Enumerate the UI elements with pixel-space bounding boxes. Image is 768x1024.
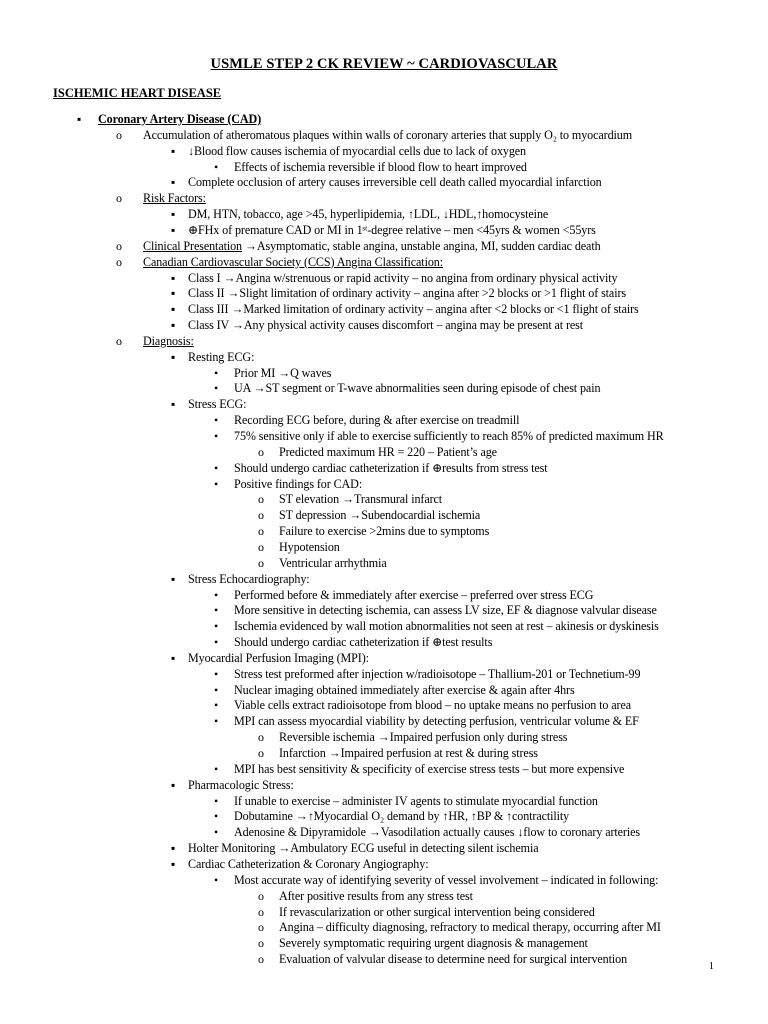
outline-item-text: ↓Blood flow causes ischemia of myocardial cells due to lack of oxygen [188,143,527,158]
outline-item-text: Resting ECG: [188,349,255,364]
bullet-marker: o [258,492,264,507]
outline-item [171,143,527,159]
bullet-marker: ▪ [171,286,176,301]
outline-item [214,603,657,618]
bullet-marker: ▪ [77,112,82,126]
bullet-marker: o [116,333,122,348]
outline-item [214,635,493,650]
outline-item-text: Predicted maximum HR = 220 – Patient’s age [279,444,497,459]
outline-item-text: Stress Echocardiography: [188,571,310,586]
bullet-marker: ▪ [171,397,176,412]
outline-item-text: MPI has best sensitivity & specificity of exercise stress tests – but more expensive [234,761,625,776]
outline-item-text: Failure to exercise >2mins due to symptoms [279,524,490,539]
bullet-marker: o [258,952,264,967]
outline-item [214,809,570,824]
outline-item-text: Pharmacologic Stress: [188,777,294,792]
outline-item-text: Ischemia evidenced by wall motion abnormalities not seen at rest – akinesis or dyskinesis [234,619,659,634]
bullet-marker: o [116,254,122,269]
bullet-marker: • [214,413,219,428]
bullet-marker: • [214,698,219,713]
outline-item-text: Adenosine & Dipyramidole →Vasodilation actually causes ↓flow to coronary arteries [234,825,640,840]
outline-item [214,619,659,634]
bullet-marker: o [258,508,264,523]
outline-item-text: MPI can assess myocardial viability by detecting perfusion, ventricular volume & EF [234,714,639,729]
outline-item-text: Effects of ischemia reversible if blood flow to heart improved [234,159,527,174]
outline-item [116,333,194,349]
outline-item-text: Class IV →Any physical activity causes discomfort – angina may be present at rest [188,318,584,333]
outline-item [171,318,584,333]
outline-item-text: After positive results from any stress test [279,888,473,903]
outline-item [171,222,596,238]
outline-item [258,888,473,904]
bullet-marker: • [214,381,219,396]
outline-item [171,286,626,301]
outline-item-text: 75% sensitive only if able to exercise sufficiently to reach 85% of predicted maximum HR [234,429,664,443]
outline-item [258,555,387,571]
bullet-marker: o [258,936,264,951]
outline-item [214,682,575,698]
outline-item-text: ⊕FHx of premature CAD or MI in 1ˢᵗ-degree relative – men <45yrs & women <55yrs [188,222,596,237]
bullet-marker: o [258,904,264,919]
outline-item-text: Should undergo cardiac catheterization if ⊕results from stress test [234,460,548,475]
outline-item [214,159,527,175]
bullet-marker: • [214,761,219,776]
bullet-marker: ▪ [171,650,176,665]
bullet-marker: ▪ [171,222,176,237]
bullet-marker: o [116,191,122,206]
outline-item-text: →Asymptomatic, stable angina, unstable angina, MI, sudden cardiac death [242,238,601,253]
bullet-marker: • [214,635,219,650]
outline-item [171,397,247,412]
outline-item-text: DM, HTN, tobacco, age >45, hyperlipidemia, ↑LDL, ↓HDL,↑homocysteine [188,207,549,222]
bullet-marker: ▪ [171,302,176,317]
bullet-marker: ▪ [171,571,176,586]
outline-item [258,508,481,523]
outline-item [258,936,588,951]
bullet-marker: • [214,365,219,380]
bullet-marker: o [116,238,122,253]
bullet-marker: • [214,793,219,808]
outline-item-text: Diagnosis: [143,333,194,348]
outline-item [258,920,661,935]
outline-item [258,746,538,761]
outline-item-text: Reversible ischemia →Impaired perfusion only during stress [279,730,568,745]
outline-item [77,112,262,127]
bullet-marker: o [258,524,264,539]
outline-item [258,904,595,920]
outline-item-text: Class III →Marked limitation of ordinary activity – angina after <2 blocks or <1 flight of stairs [188,302,639,317]
outline-item-text: Evaluation of valvular disease to determine need for surgical intervention [279,952,628,967]
bullet-marker: • [214,825,219,840]
outline-item [258,952,628,967]
outline-item-text: Positive findings for CAD: [234,476,363,491]
outline-item [258,539,340,555]
outline-item [258,444,497,460]
bullet-marker: • [214,603,219,618]
bullet-marker: o [116,127,122,142]
outline-item-text: Accumulation of atheromatous plaques within walls of coronary arteries that supply O₂ to myocardium [143,127,633,142]
outline-item [116,254,443,270]
bullet-marker: o [258,444,264,459]
bullet-marker: • [214,809,219,824]
outline-item-text: Hypotension [279,539,340,554]
outline-item-text: Class I →Angina w/strenuous or rapid activity – no angina from ordinary physical activity [188,270,618,285]
outline-item-text: Prior MI →Q waves [234,365,332,380]
outline-item-text: Severely symptomatic requiring urgent diagnosis & management [279,936,588,951]
outline-item [171,175,602,190]
outline-item-text: Canadian Cardiovascular Society (CCS) Angina Classification: [143,254,443,269]
outline-item [214,429,664,444]
outline-item-text: Cardiac Catheterization & Coronary Angiography: [188,856,429,871]
outline-item [214,793,598,809]
outline-item [258,492,443,507]
bullet-marker: o [258,730,264,745]
bullet-marker: • [214,619,219,634]
bullet-marker: o [258,920,264,935]
outline-item [214,460,548,476]
bullet-marker: ▪ [171,777,176,792]
outline-item-text: Recording ECG before, during & after exercise on treadmill [234,413,520,428]
outline-item-text: Infarction →Impaired perfusion at rest & during stress [279,746,538,760]
outline-item [171,302,639,317]
outline-item [214,872,659,888]
outline-item-text: More sensitive in detecting ischemia, can assess LV size, EF & diagnose valvular disease [234,603,657,618]
outline-item-text: Myocardial Perfusion Imaging (MPI): [188,650,369,665]
outline-item [214,381,601,396]
outline-item-text: ST depression →Subendocardial ischemia [279,508,481,523]
outline-item [171,207,549,222]
outline-item-text: Should undergo cardiac catheterization if ⊕test results [234,635,493,650]
outline-item-text: Holter Monitoring →Ambulatory ECG useful in detecting silent ischemia [188,841,539,856]
outline-item [214,714,639,729]
bullet-marker: ▪ [171,318,176,333]
bullet-marker: • [214,159,219,174]
outline-item [214,476,363,492]
bullet-marker: • [214,666,219,681]
bullet-marker: • [214,460,219,475]
outline-item-text: Coronary Artery Disease (CAD) [98,112,262,126]
outline-item-text: UA →ST segment or T-wave abnormalities seen during episode of chest pain [234,381,601,396]
section-heading: ISCHEMIC HEART DISEASE [53,86,222,100]
bullet-marker: • [214,587,219,602]
outline-item [214,825,640,840]
bullet-marker: ▪ [171,856,176,871]
outline-item-text: Most accurate way of identifying severity of vessel involvement – indicated in following: [234,872,659,887]
outline-item-text: ST elevation →Transmural infarct [279,492,443,507]
outline-item [116,238,601,254]
outline-item [171,270,618,286]
outline-item [171,571,310,587]
outline-item-text: Dobutamine →↑Myocardial O₂ demand by ↑HR, ↑BP & ↑contractility [234,809,570,824]
bullet-marker: o [258,746,264,760]
outline-item-text: Viable cells extract radioisotope from blood – no uptake means no perfusion to area [234,698,631,713]
bullet-marker: ▪ [171,175,176,190]
bullet-marker: • [214,872,219,887]
outline-item [214,365,332,381]
outline-item [171,349,255,365]
outline-item [171,841,539,856]
outline-item [214,698,631,713]
bullet-marker: o [258,888,264,903]
bullet-marker: ▪ [171,143,176,158]
outline-item [171,650,369,666]
bullet-marker: ▪ [171,207,176,222]
outline-item [258,730,568,745]
outline-item-text: Angina – difficulty diagnosing, refractory to medical therapy, occurring after MI [279,920,661,935]
document-title: USMLE STEP 2 CK REVIEW ~ CARDIOVASCULAR [210,56,558,72]
bullet-marker: ▪ [171,841,176,856]
outline-item [258,524,490,539]
outline-item [214,761,625,777]
bullet-marker: ▪ [171,349,176,364]
bullet-marker: o [258,555,264,570]
bullet-marker: o [258,539,264,554]
bullet-marker: • [214,682,219,697]
outline-item [116,127,633,143]
outline-item-text: Class II →Slight limitation of ordinary activity – angina after >2 blocks or >1 flight of stairs [188,286,626,301]
outline-item-text: Stress ECG: [188,397,247,412]
outline-item [214,413,520,428]
outline-item-text: Stress test preformed after injection w/radioisotope – Thallium-201 or Technetium-99 [234,666,641,681]
outline-item [214,587,594,603]
bullet-marker: • [214,476,219,491]
outline-item-text: Nuclear imaging obtained immediately after exercise & again after 4hrs [234,682,575,697]
bullet-marker: • [214,429,219,443]
outline-item [171,777,294,793]
outline-item-text: Performed before & immediately after exercise – preferred over stress ECG [234,587,594,602]
outline-item-text: If revascularization or other surgical intervention being considered [279,904,595,919]
outline-item-text: If unable to exercise – administer IV agents to stimulate myocardial function [234,793,598,808]
outline-item [116,191,206,206]
page-number: 1 [708,961,714,972]
outline-item-text: Ventricular arrhythmia [279,555,387,570]
bullet-marker: ▪ [171,270,176,285]
outline-item-text: Risk Factors: [143,191,206,206]
outline-item [171,856,429,872]
bullet-marker: • [214,714,219,729]
outline-item [214,666,641,682]
outline-item-text: Complete occlusion of artery causes irreversible cell death called myocardial infarction [188,175,602,190]
outline-item-text: Clinical Presentation [143,238,242,253]
